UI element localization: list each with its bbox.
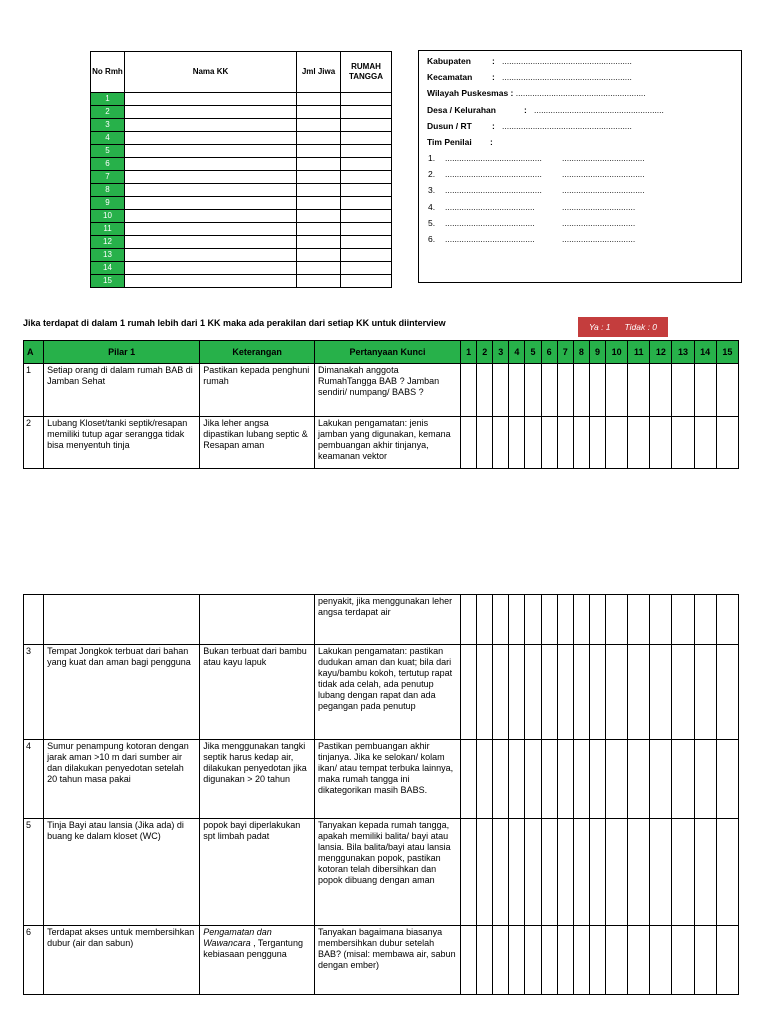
household-row	[91, 145, 392, 158]
location-info-box	[418, 50, 742, 283]
header-jml-jiwa: Jml Jiwa	[297, 52, 341, 93]
score-cell[interactable]	[541, 645, 557, 740]
score-cell[interactable]	[541, 740, 557, 819]
household-table	[90, 51, 392, 288]
house-number: 7	[91, 171, 125, 184]
house-number: 10	[91, 210, 125, 223]
nama-kk-cell[interactable]	[125, 197, 297, 210]
household-row	[91, 197, 392, 210]
desa-line: Desa / Kelurahan : .......................................................	[427, 105, 664, 115]
jml-jiwa-cell[interactable]	[297, 275, 341, 288]
nama-kk-cell[interactable]	[125, 106, 297, 119]
nama-kk-cell[interactable]	[125, 184, 297, 197]
rumah-tangga-cell[interactable]	[341, 171, 392, 184]
house-number: 14	[91, 262, 125, 275]
house-number: 15	[91, 275, 125, 288]
nama-kk-cell[interactable]	[125, 171, 297, 184]
header-col-2: 2	[477, 341, 493, 364]
header-col-12: 12	[650, 341, 672, 364]
score-cell[interactable]	[493, 740, 509, 819]
row-number: 6	[24, 926, 44, 995]
desa-field[interactable]: .......................................................	[534, 105, 664, 115]
score-cell[interactable]	[716, 595, 738, 645]
team-member-name-field[interactable]: ......................................	[445, 218, 535, 228]
score-cell[interactable]	[525, 645, 541, 740]
house-number: 8	[91, 184, 125, 197]
score-cell[interactable]	[461, 645, 477, 740]
jml-jiwa-cell[interactable]	[297, 223, 341, 236]
pilar-text: Sumur penampung kotoran dengan jarak aman >10 m dari sumber air dan dilakukan penyedotan setelah 20 tahun masa pakai	[44, 740, 200, 819]
score-cell[interactable]	[557, 740, 573, 819]
pertanyaan-text: Lakukan pengamatan: jenis jamban yang digunakan, kemana pembuangan akhir tinjanya, keamanan vektor	[315, 417, 461, 469]
score-cell[interactable]	[650, 645, 672, 740]
tim-penilai-line: Tim Penilai :	[427, 137, 493, 147]
header-col-5: 5	[525, 341, 541, 364]
score-cell[interactable]	[650, 740, 672, 819]
pilar-text	[44, 595, 200, 645]
team-member-name-field[interactable]: .........................................	[445, 185, 542, 195]
household-row	[91, 184, 392, 197]
score-cell[interactable]	[477, 645, 493, 740]
team-member-extra-field[interactable]: ...............................	[562, 234, 636, 244]
score-cell[interactable]	[541, 926, 557, 995]
score-cell[interactable]	[573, 645, 589, 740]
legend-tidak: Tidak : 0	[624, 322, 658, 332]
rumah-tangga-cell[interactable]	[341, 210, 392, 223]
score-cell[interactable]	[716, 645, 738, 740]
team-member-extra-field[interactable]: ...............................	[562, 202, 636, 212]
house-number: 5	[91, 145, 125, 158]
dusun-line: Dusun / RT : .......................................................	[427, 121, 632, 131]
header-col-7: 7	[557, 341, 573, 364]
nama-kk-cell[interactable]	[125, 93, 297, 106]
keterangan-text	[200, 595, 315, 645]
kabupaten-line: Kabupaten : .......................................................	[427, 56, 632, 66]
score-cell[interactable]	[672, 645, 694, 740]
header-col-15: 15	[716, 341, 738, 364]
pertanyaan-text: Dimanakah anggota RumahTangga BAB ? Jamban sendiri/ numpang/ BABS ?	[315, 364, 461, 417]
score-cell[interactable]	[716, 740, 738, 819]
header-keterangan: Keterangan	[200, 341, 315, 364]
score-cell[interactable]	[509, 645, 525, 740]
pertanyaan-text: penyakit, jika menggunakan leher angsa terdapat air	[315, 595, 461, 645]
score-cell[interactable]	[672, 417, 694, 469]
keterangan-text: Jika leher angsa dipastikan lubang septic & Resapan aman	[200, 417, 315, 469]
team-member-extra-field[interactable]: ...................................	[562, 153, 645, 163]
score-cell[interactable]	[477, 819, 493, 926]
score-cell[interactable]	[477, 417, 493, 469]
score-cell[interactable]	[606, 595, 628, 645]
score-cell[interactable]	[694, 740, 716, 819]
household-row	[91, 171, 392, 184]
jml-jiwa-cell[interactable]	[297, 171, 341, 184]
rumah-tangga-cell[interactable]	[341, 223, 392, 236]
team-member-name-field[interactable]: ......................................	[445, 234, 535, 244]
household-row	[91, 249, 392, 262]
household-row	[91, 210, 392, 223]
score-cell[interactable]	[628, 417, 650, 469]
score-cell[interactable]	[716, 819, 738, 926]
row-number: 1	[24, 364, 44, 417]
keterangan-text: Pastikan kepada penghuni rumah	[200, 364, 315, 417]
score-cell[interactable]	[672, 595, 694, 645]
header-col-13: 13	[672, 341, 694, 364]
nama-kk-cell[interactable]	[125, 132, 297, 145]
header-col-14: 14	[694, 341, 716, 364]
household-row	[91, 236, 392, 249]
score-cell[interactable]	[672, 740, 694, 819]
score-cell[interactable]	[525, 740, 541, 819]
rumah-tangga-cell[interactable]	[341, 249, 392, 262]
score-cell[interactable]	[573, 819, 589, 926]
header-pilar: Pilar 1	[44, 341, 200, 364]
pilar-row	[24, 595, 739, 645]
team-member-line: 6. ...................................... ...............................	[428, 234, 636, 244]
nama-kk-cell[interactable]	[125, 145, 297, 158]
jml-jiwa-cell[interactable]	[297, 197, 341, 210]
team-member-name-field[interactable]: .........................................	[445, 169, 542, 179]
score-cell[interactable]	[541, 819, 557, 926]
score-cell[interactable]	[694, 645, 716, 740]
score-cell[interactable]	[628, 819, 650, 926]
score-cell[interactable]	[589, 819, 605, 926]
score-cell[interactable]	[557, 595, 573, 645]
house-number: 3	[91, 119, 125, 132]
score-cell[interactable]	[493, 595, 509, 645]
jml-jiwa-cell[interactable]	[297, 158, 341, 171]
nama-kk-cell[interactable]	[125, 210, 297, 223]
score-cell[interactable]	[525, 595, 541, 645]
jml-jiwa-cell[interactable]	[297, 93, 341, 106]
score-cell[interactable]	[541, 364, 557, 417]
header-col-4: 4	[509, 341, 525, 364]
score-cell[interactable]	[589, 645, 605, 740]
house-number: 6	[91, 158, 125, 171]
legend-badge	[578, 317, 668, 337]
header-col-9: 9	[589, 341, 605, 364]
keterangan-text: Pengamatan dan Wawancara , Tergantung kebiasaan pengguna	[200, 926, 315, 995]
team-member-extra-field[interactable]: ...............................	[562, 218, 636, 228]
header-col-8: 8	[573, 341, 589, 364]
rumah-tangga-cell[interactable]	[341, 132, 392, 145]
rumah-tangga-cell[interactable]	[341, 158, 392, 171]
header-nama-kk: Nama KK	[125, 52, 297, 93]
score-cell[interactable]	[509, 417, 525, 469]
score-cell[interactable]	[650, 819, 672, 926]
score-cell[interactable]	[573, 417, 589, 469]
score-cell[interactable]	[672, 926, 694, 995]
row-number: 2	[24, 417, 44, 469]
score-cell[interactable]	[461, 819, 477, 926]
team-member-extra-field[interactable]: ...................................	[562, 185, 645, 195]
score-cell[interactable]	[628, 595, 650, 645]
team-member-line: 4. ...................................... ...............................	[428, 202, 636, 212]
household-row	[91, 262, 392, 275]
header-rumah-tangga: RUMAH TANGGA	[341, 52, 392, 93]
score-cell[interactable]	[606, 926, 628, 995]
team-member-line: 5. ...................................... ...............................	[428, 218, 636, 228]
pilar-text: Lubang Kloset/tanki septik/resapan memiliki tutup agar serangga tidak bisa menyentuh tinja	[44, 417, 200, 469]
score-cell[interactable]	[716, 417, 738, 469]
score-cell[interactable]	[589, 595, 605, 645]
score-cell[interactable]	[477, 740, 493, 819]
score-cell[interactable]	[493, 819, 509, 926]
household-row	[91, 106, 392, 119]
row-number: 3	[24, 645, 44, 740]
score-cell[interactable]	[477, 595, 493, 645]
keterangan-text: Bukan terbuat dari bambu atau kayu lapuk	[200, 645, 315, 740]
score-cell[interactable]	[650, 364, 672, 417]
pilar-row	[24, 926, 739, 995]
score-cell[interactable]	[461, 740, 477, 819]
score-cell[interactable]	[509, 740, 525, 819]
jml-jiwa-cell[interactable]	[297, 262, 341, 275]
score-cell[interactable]	[525, 926, 541, 995]
house-number: 13	[91, 249, 125, 262]
nama-kk-cell[interactable]	[125, 262, 297, 275]
score-cell[interactable]	[694, 819, 716, 926]
jml-jiwa-cell[interactable]	[297, 132, 341, 145]
row-number: 4	[24, 740, 44, 819]
pertanyaan-text: Lakukan pengamatan: pastikan dudukan aman dan kuat; bila dari kayu/bambu kokoh, tertutup rapat tidak ada celah, ada penutup lubang dengan rapat dan ada pegangan pada penutup	[315, 645, 461, 740]
score-cell[interactable]	[716, 926, 738, 995]
score-cell[interactable]	[477, 926, 493, 995]
nama-kk-cell[interactable]	[125, 158, 297, 171]
household-row	[91, 275, 392, 288]
pilar-row	[24, 740, 739, 819]
jml-jiwa-cell[interactable]	[297, 145, 341, 158]
nama-kk-cell[interactable]	[125, 249, 297, 262]
score-cell[interactable]	[493, 645, 509, 740]
score-cell[interactable]	[461, 364, 477, 417]
score-cell[interactable]	[672, 819, 694, 926]
dusun-field[interactable]: .......................................................	[502, 121, 632, 131]
rumah-tangga-cell[interactable]	[341, 93, 392, 106]
header-col-11: 11	[628, 341, 650, 364]
score-cell[interactable]	[493, 417, 509, 469]
house-number: 12	[91, 236, 125, 249]
row-number: 5	[24, 819, 44, 926]
score-cell[interactable]	[477, 364, 493, 417]
score-cell[interactable]	[650, 595, 672, 645]
score-cell[interactable]	[589, 926, 605, 995]
score-cell[interactable]	[557, 926, 573, 995]
keterangan-text: Jika menggunakan tangki septik harus kedap air, dilakukan penyedotan jika digunakan > 20 tahun	[200, 740, 315, 819]
score-cell[interactable]	[589, 417, 605, 469]
jml-jiwa-cell[interactable]	[297, 249, 341, 262]
pilar-table	[23, 340, 739, 469]
score-cell[interactable]	[557, 417, 573, 469]
score-cell[interactable]	[694, 595, 716, 645]
household-row	[91, 132, 392, 145]
wilayah-field[interactable]: .......................................................	[515, 88, 646, 98]
legend-ya: Ya : 1	[588, 322, 611, 332]
score-cell[interactable]	[461, 595, 477, 645]
keterangan-text: popok bayi diperlakukan spt limbah padat	[200, 819, 315, 926]
score-cell[interactable]	[573, 740, 589, 819]
pilar-row	[24, 417, 739, 469]
pertanyaan-text: Tanyakan kepada rumah tangga, apakah memiliki balita/ bayi atau lansia. Bila balita/bayi atau lansia menggunakan popok, pastikan kotoran telah dibersihkan dan popok dibuang dengan aman	[315, 819, 461, 926]
jml-jiwa-cell[interactable]	[297, 184, 341, 197]
household-row	[91, 223, 392, 236]
score-cell[interactable]	[573, 595, 589, 645]
score-cell[interactable]	[525, 364, 541, 417]
score-cell[interactable]	[694, 926, 716, 995]
score-cell[interactable]	[573, 364, 589, 417]
team-member-name-field[interactable]: .........................................	[445, 153, 542, 163]
pertanyaan-text: Pastikan pembuangan akhir tinjanya. Jika ke selokan/ kolam ikan/ atau tempat terbuka lainnya, maka rumah tangga ini dikategorikan masih BABS.	[315, 740, 461, 819]
team-member-line: 3. ......................................... ...................................	[428, 185, 645, 195]
score-cell[interactable]	[589, 740, 605, 819]
house-number: 9	[91, 197, 125, 210]
score-cell[interactable]	[541, 417, 557, 469]
score-cell[interactable]	[573, 926, 589, 995]
score-cell[interactable]	[606, 417, 628, 469]
header-a: A	[24, 341, 44, 364]
score-cell[interactable]	[557, 364, 573, 417]
score-cell[interactable]	[694, 417, 716, 469]
score-cell[interactable]	[606, 819, 628, 926]
nama-kk-cell[interactable]	[125, 275, 297, 288]
house-number: 1	[91, 93, 125, 106]
rumah-tangga-cell[interactable]	[341, 197, 392, 210]
rumah-tangga-cell[interactable]	[341, 184, 392, 197]
header-col-6: 6	[541, 341, 557, 364]
pilar-text: Terdapat akses untuk membersihkan dubur (air dan sabun)	[44, 926, 200, 995]
score-cell[interactable]	[716, 364, 738, 417]
pilar-text: Tinja Bayi atau lansia (Jika ada) di buang ke dalam kloset (WC)	[44, 819, 200, 926]
header-col-1: 1	[461, 341, 477, 364]
kecamatan-line: Kecamatan : .......................................................	[427, 72, 632, 82]
score-cell[interactable]	[606, 645, 628, 740]
score-cell[interactable]	[461, 926, 477, 995]
score-cell[interactable]	[694, 364, 716, 417]
nama-kk-cell[interactable]	[125, 119, 297, 132]
rumah-tangga-cell[interactable]	[341, 262, 392, 275]
score-cell[interactable]	[461, 417, 477, 469]
wilayah-line: Wilayah Puskesmas : .......................................................	[427, 88, 646, 98]
header-col-3: 3	[493, 341, 509, 364]
house-number: 11	[91, 223, 125, 236]
header-pertanyaan: Pertanyaan Kunci	[315, 341, 461, 364]
pertanyaan-text: Tanyakan bagaimana biasanya membersihkan dubur setelah BAB? (misal: membawa air, sabun dengan ember)	[315, 926, 461, 995]
score-cell[interactable]	[628, 926, 650, 995]
score-cell[interactable]	[650, 926, 672, 995]
jml-jiwa-cell[interactable]	[297, 236, 341, 249]
rumah-tangga-cell[interactable]	[341, 106, 392, 119]
score-cell[interactable]	[493, 364, 509, 417]
score-cell[interactable]	[509, 819, 525, 926]
jml-jiwa-cell[interactable]	[297, 210, 341, 223]
score-cell[interactable]	[650, 417, 672, 469]
household-row	[91, 119, 392, 132]
pilar-row	[24, 645, 739, 740]
score-cell[interactable]	[628, 645, 650, 740]
house-number: 2	[91, 106, 125, 119]
score-cell[interactable]	[589, 364, 605, 417]
score-cell[interactable]	[541, 595, 557, 645]
pilar-text: Setiap orang di dalam rumah BAB di Jamban Sehat	[44, 364, 200, 417]
pilar-table-continued	[23, 594, 739, 995]
score-cell[interactable]	[509, 364, 525, 417]
jml-jiwa-cell[interactable]	[297, 106, 341, 119]
score-cell[interactable]	[557, 645, 573, 740]
team-member-line: 2. ......................................... ...................................	[428, 169, 645, 179]
score-cell[interactable]	[525, 417, 541, 469]
pilar-text: Tempat Jongkok terbuat dari bahan yang kuat dan aman bagi pengguna	[44, 645, 200, 740]
rumah-tangga-cell[interactable]	[341, 145, 392, 158]
pilar-row	[24, 364, 739, 417]
score-cell[interactable]	[509, 595, 525, 645]
team-member-line: 1. ......................................... ...................................	[428, 153, 645, 163]
score-cell[interactable]	[672, 364, 694, 417]
kabupaten-field[interactable]: .......................................................	[502, 56, 632, 66]
rumah-tangga-cell[interactable]	[341, 275, 392, 288]
rumah-tangga-cell[interactable]	[341, 119, 392, 132]
team-member-name-field[interactable]: ......................................	[445, 202, 535, 212]
kecamatan-field[interactable]: .......................................................	[502, 72, 632, 82]
header-col-10: 10	[606, 341, 628, 364]
nama-kk-cell[interactable]	[125, 236, 297, 249]
score-cell[interactable]	[493, 926, 509, 995]
score-cell[interactable]	[628, 740, 650, 819]
score-cell[interactable]	[628, 364, 650, 417]
team-member-extra-field[interactable]: ...................................	[562, 169, 645, 179]
score-cell[interactable]	[557, 819, 573, 926]
header-no-rmh: No Rmh	[91, 52, 125, 93]
nama-kk-cell[interactable]	[125, 223, 297, 236]
row-number	[24, 595, 44, 645]
score-cell[interactable]	[606, 364, 628, 417]
score-cell[interactable]	[606, 740, 628, 819]
jml-jiwa-cell[interactable]	[297, 119, 341, 132]
score-cell[interactable]	[509, 926, 525, 995]
household-row	[91, 93, 392, 106]
score-cell[interactable]	[525, 819, 541, 926]
rumah-tangga-cell[interactable]	[341, 236, 392, 249]
house-number: 4	[91, 132, 125, 145]
household-row	[91, 158, 392, 171]
interview-note: Jika terdapat di dalam 1 rumah lebih dari 1 KK maka ada perakilan dari setiap KK untuk diinterview	[23, 318, 446, 328]
pilar-row	[24, 819, 739, 926]
